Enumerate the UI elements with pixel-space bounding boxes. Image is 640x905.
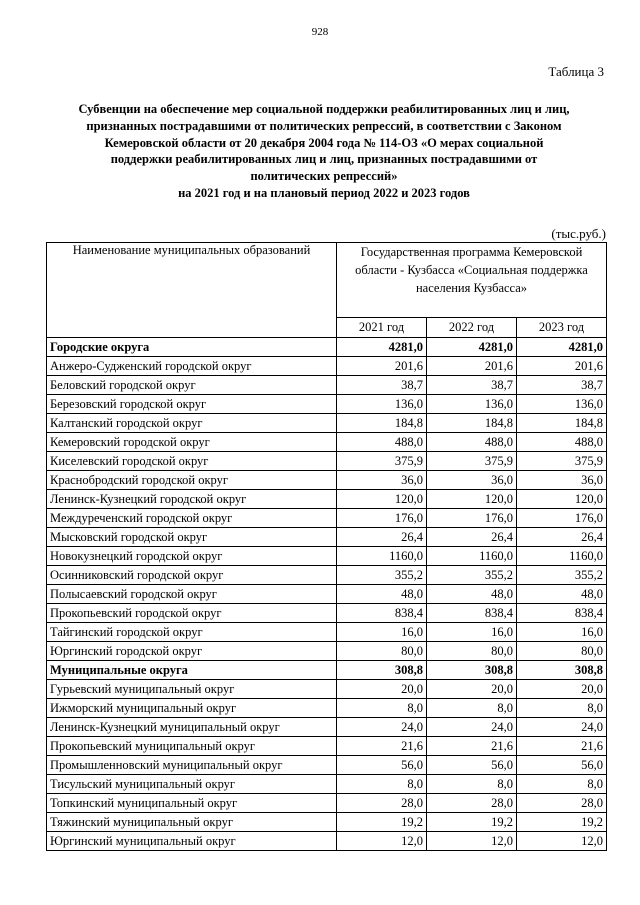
value-2022-cell: 16,0 xyxy=(427,623,517,642)
municipality-name-cell: Прокопьевский муниципальный округ xyxy=(47,737,337,756)
table-row xyxy=(47,376,607,395)
value-2023-cell: 136,0 xyxy=(517,395,607,414)
municipality-name-cell: Анжеро-Судженский городской округ xyxy=(47,357,337,376)
value-2021-cell: 36,0 xyxy=(337,471,427,490)
title-line: политических репрессий» xyxy=(250,169,398,184)
table-row xyxy=(47,680,607,699)
table-body xyxy=(47,338,607,851)
table-row xyxy=(47,794,607,813)
municipality-name-cell: Березовский городской округ xyxy=(47,395,337,414)
table-row xyxy=(47,566,607,585)
value-2022-cell: 21,6 xyxy=(427,737,517,756)
municipality-name-cell: Калтанский городской округ xyxy=(47,414,337,433)
value-2023-cell: 28,0 xyxy=(517,794,607,813)
value-2022-cell: 120,0 xyxy=(427,490,517,509)
value-2022-cell: 4281,0 xyxy=(427,338,517,357)
value-2023-cell: 308,8 xyxy=(517,661,607,680)
value-2023-cell: 120,0 xyxy=(517,490,607,509)
title-line: Субвенции на обеспечение мер социальной поддержки реабилитированных лиц и лиц, xyxy=(78,102,570,116)
value-2021-cell: 28,0 xyxy=(337,794,427,813)
value-2022-cell: 1160,0 xyxy=(427,547,517,566)
table-row xyxy=(47,490,607,509)
page-number: 928 xyxy=(311,26,329,38)
header-year-2021: 2021 год xyxy=(337,318,427,338)
municipality-name-cell: Осинниковский городской округ xyxy=(47,566,337,585)
value-2023-cell: 16,0 xyxy=(517,623,607,642)
municipality-name-cell: Междуреченский городской округ xyxy=(47,509,337,528)
table-label: Таблица 3 xyxy=(548,64,604,79)
value-2022-cell: 8,0 xyxy=(427,775,517,794)
value-2021-cell: 136,0 xyxy=(337,395,427,414)
table-row xyxy=(47,509,607,528)
value-2022-cell: 136,0 xyxy=(427,395,517,414)
value-2022-cell: 20,0 xyxy=(427,680,517,699)
value-2023-cell: 21,6 xyxy=(517,737,607,756)
value-2023-cell: 8,0 xyxy=(517,775,607,794)
value-2022-cell: 838,4 xyxy=(427,604,517,623)
title-line: признанных пострадавшими от политических репрессий, в соответствии с Законом xyxy=(86,118,562,133)
value-2021-cell: 8,0 xyxy=(337,775,427,794)
header-municipality: Наименование муниципальных образований xyxy=(47,243,337,338)
value-2023-cell: 4281,0 xyxy=(517,338,607,357)
value-2022-cell: 80,0 xyxy=(427,642,517,661)
value-2023-cell: 838,4 xyxy=(517,604,607,623)
municipality-name-cell: Юргинский городской округ xyxy=(47,642,337,661)
units-label: (тыс.руб.) xyxy=(551,226,606,241)
value-2022-cell: 355,2 xyxy=(427,566,517,585)
value-2021-cell: 184,8 xyxy=(337,414,427,433)
value-2021-cell: 488,0 xyxy=(337,433,427,452)
table-row xyxy=(47,832,607,851)
value-2023-cell: 80,0 xyxy=(517,642,607,661)
value-2022-cell: 24,0 xyxy=(427,718,517,737)
value-2022-cell: 36,0 xyxy=(427,471,517,490)
table-row xyxy=(47,604,607,623)
table-row xyxy=(47,623,607,642)
value-2021-cell: 8,0 xyxy=(337,699,427,718)
value-2023-cell: 12,0 xyxy=(517,832,607,851)
value-2022-cell: 28,0 xyxy=(427,794,517,813)
municipality-name-cell: Топкинский муниципальный округ xyxy=(47,794,337,813)
value-2021-cell: 838,4 xyxy=(337,604,427,623)
table-row xyxy=(47,737,607,756)
header-program: Государственная программа Кемеровской области - Кузбасса «Социальная поддержка населения Кузбасса» xyxy=(337,243,607,318)
table-row xyxy=(47,718,607,737)
value-2021-cell: 4281,0 xyxy=(337,338,427,357)
municipality-name-cell: Тяжинский муниципальный округ xyxy=(47,813,337,832)
title-line: на 2021 год и на плановый период 2022 и 2023 годов xyxy=(178,185,470,200)
table-row xyxy=(47,452,607,471)
value-2022-cell: 184,8 xyxy=(427,414,517,433)
table-row xyxy=(47,471,607,490)
value-2023-cell: 8,0 xyxy=(517,699,607,718)
value-2022-cell: 201,6 xyxy=(427,357,517,376)
municipality-name-cell: Ижморский муниципальный округ xyxy=(47,699,337,718)
value-2022-cell: 19,2 xyxy=(427,813,517,832)
table-row xyxy=(47,395,607,414)
table-row xyxy=(47,642,607,661)
municipality-name-cell: Кемеровский городской округ xyxy=(47,433,337,452)
table-row xyxy=(47,433,607,452)
municipality-name-cell: Муниципальные округа xyxy=(47,661,337,680)
value-2023-cell: 201,6 xyxy=(517,357,607,376)
value-2023-cell: 355,2 xyxy=(517,566,607,585)
value-2021-cell: 201,6 xyxy=(337,357,427,376)
value-2023-cell: 24,0 xyxy=(517,718,607,737)
value-2023-cell: 184,8 xyxy=(517,414,607,433)
municipality-name-cell: Тисульский муниципальный округ xyxy=(47,775,337,794)
table-row xyxy=(47,775,607,794)
table-group-row xyxy=(47,661,607,680)
value-2021-cell: 355,2 xyxy=(337,566,427,585)
municipality-name-cell: Ленинск-Кузнецкий муниципальный округ xyxy=(47,718,337,737)
value-2023-cell: 36,0 xyxy=(517,471,607,490)
subsidy-table xyxy=(46,242,607,851)
value-2021-cell: 38,7 xyxy=(337,376,427,395)
value-2021-cell: 80,0 xyxy=(337,642,427,661)
municipality-name-cell: Ленинск-Кузнецкий городской округ xyxy=(47,490,337,509)
municipality-name-cell: Беловский городской округ xyxy=(47,376,337,395)
table-group-row xyxy=(47,338,607,357)
value-2023-cell: 176,0 xyxy=(517,509,607,528)
value-2021-cell: 48,0 xyxy=(337,585,427,604)
municipality-name-cell: Полысаевский городской округ xyxy=(47,585,337,604)
table-row xyxy=(47,528,607,547)
table-row xyxy=(47,756,607,775)
value-2021-cell: 24,0 xyxy=(337,718,427,737)
value-2021-cell: 176,0 xyxy=(337,509,427,528)
value-2022-cell: 26,4 xyxy=(427,528,517,547)
table-row xyxy=(47,357,607,376)
municipality-name-cell: Прокопьевский городской округ xyxy=(47,604,337,623)
value-2021-cell: 1160,0 xyxy=(337,547,427,566)
value-2023-cell: 488,0 xyxy=(517,433,607,452)
header-year-2022: 2022 год xyxy=(427,318,517,338)
municipality-name-cell: Юргинский муниципальный округ xyxy=(47,832,337,851)
value-2023-cell: 1160,0 xyxy=(517,547,607,566)
municipality-name-cell: Промышленновский муниципальный округ xyxy=(47,756,337,775)
value-2023-cell: 56,0 xyxy=(517,756,607,775)
municipality-name-cell: Гурьевский муниципальный округ xyxy=(47,680,337,699)
value-2023-cell: 375,9 xyxy=(517,452,607,471)
value-2023-cell: 19,2 xyxy=(517,813,607,832)
value-2023-cell: 20,0 xyxy=(517,680,607,699)
value-2021-cell: 308,8 xyxy=(337,661,427,680)
value-2021-cell: 20,0 xyxy=(337,680,427,699)
municipality-name-cell: Тайгинский городской округ xyxy=(47,623,337,642)
municipality-name-cell: Киселевский городской округ xyxy=(47,452,337,471)
value-2021-cell: 19,2 xyxy=(337,813,427,832)
value-2022-cell: 12,0 xyxy=(427,832,517,851)
table-row xyxy=(47,813,607,832)
value-2021-cell: 21,6 xyxy=(337,737,427,756)
value-2022-cell: 38,7 xyxy=(427,376,517,395)
title-line: поддержки реабилитированных лиц и лиц, признанных пострадавшими от xyxy=(110,152,538,167)
value-2022-cell: 8,0 xyxy=(427,699,517,718)
value-2021-cell: 120,0 xyxy=(337,490,427,509)
value-2021-cell: 26,4 xyxy=(337,528,427,547)
municipality-name-cell: Городские округа xyxy=(47,338,337,357)
title-line: Кемеровской области от 20 декабря 2004 года № 114-ОЗ «О мерах социальной xyxy=(104,135,544,150)
value-2022-cell: 48,0 xyxy=(427,585,517,604)
value-2022-cell: 176,0 xyxy=(427,509,517,528)
document-title xyxy=(40,101,608,202)
value-2022-cell: 488,0 xyxy=(427,433,517,452)
value-2023-cell: 26,4 xyxy=(517,528,607,547)
value-2023-cell: 48,0 xyxy=(517,585,607,604)
value-2022-cell: 308,8 xyxy=(427,661,517,680)
municipality-name-cell: Краснобродский городской округ xyxy=(47,471,337,490)
header-year-2023: 2023 год xyxy=(517,318,607,338)
municipality-name-cell: Новокузнецкий городской округ xyxy=(47,547,337,566)
value-2021-cell: 16,0 xyxy=(337,623,427,642)
value-2022-cell: 56,0 xyxy=(427,756,517,775)
table-row xyxy=(47,699,607,718)
table-row xyxy=(47,414,607,433)
value-2023-cell: 38,7 xyxy=(517,376,607,395)
table-row xyxy=(47,585,607,604)
table-row xyxy=(47,547,607,566)
value-2021-cell: 375,9 xyxy=(337,452,427,471)
municipality-name-cell: Мысковский городской округ xyxy=(47,528,337,547)
value-2021-cell: 12,0 xyxy=(337,832,427,851)
value-2022-cell: 375,9 xyxy=(427,452,517,471)
value-2021-cell: 56,0 xyxy=(337,756,427,775)
